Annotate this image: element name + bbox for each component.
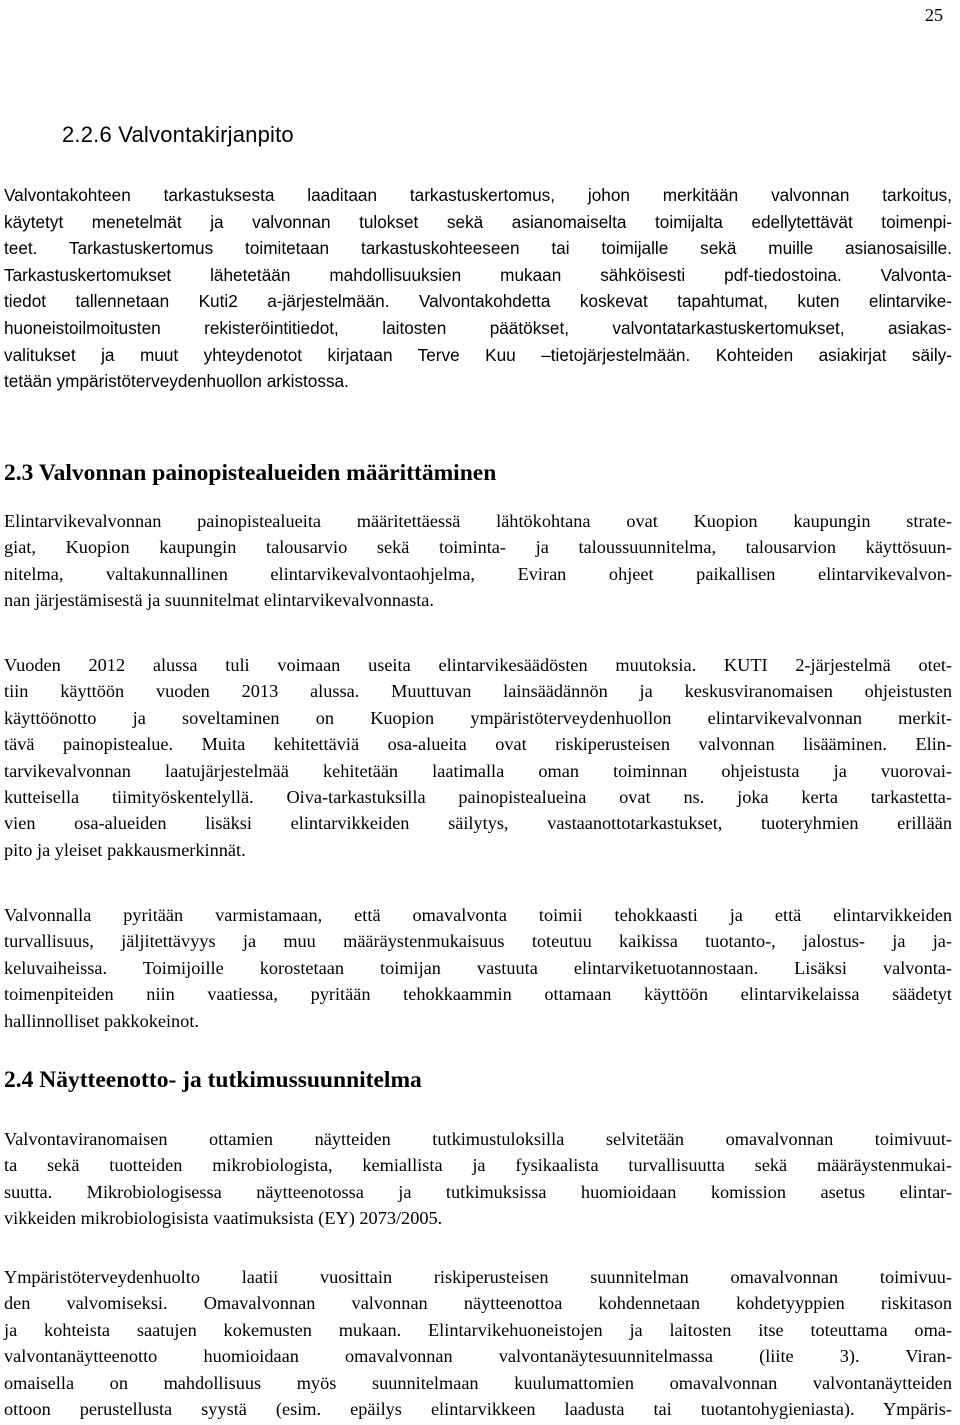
section-24-paragraph-1 — [4, 1126, 952, 1232]
text-line: Valvontakohteen tarkastuksesta laaditaan tarkastuskertomus, johon merkitään valvonnan tarkoitus, — [4, 185, 952, 205]
text-line: teet. Tarkastuskertomus toimitetaan tarkastuskohteeseen tai toimijalle sekä muille asianosaisille. — [4, 238, 952, 259]
text-line: giat, Kuopion kaupungin talousarvio sekä toiminta- ja taloussuunnitelma, talousarvion käyttösuun- — [4, 537, 952, 558]
text-line: turvallisuus, jäljitettävyys ja muu määräystenmukaisuus toteutuu kaikissa tuotanto-, jalostus- ja ja- — [4, 931, 952, 952]
section-24-heading: 2.4 Näytteenotto- ja tutkimussuunnitelma — [4, 1067, 422, 1093]
text-line: nan järjestämisestä ja suunnitelmat elintarvikevalvonnasta. — [4, 590, 434, 611]
text-line: tarvikevalvonnan laatujärjestelmää kehitetään laatimalla oman toiminnan ohjeistusta ja vuorovai- — [4, 760, 952, 781]
text-line: vien osa-alueiden lisäksi elintarvikkeiden säilytys, vastaanottotarkastukset, tuoteryhmien erillään — [4, 813, 952, 834]
text-line: tetään ympäristöterveydenhuollon arkistossa. — [4, 371, 349, 392]
section-226-paragraph — [4, 182, 952, 395]
section-23-paragraph-2 — [4, 652, 952, 863]
text-line: valitukset ja muut yhteydenotot kirjataan Terve Kuu –tietojärjestelmään. Kohteiden asiakirjat säily- — [4, 344, 952, 365]
page-number: 25 — [925, 5, 943, 25]
text-line: tävä painopistealue. Muita kehitettäviä osa-alueita ovat riskiperusteisen valvonnan lisääminen. Elin- — [4, 734, 952, 755]
text-line: ja kohteista saatujen kokemusten mukaan. Elintarvikehuoneistojen ja laitosten itse toteuttama oma- — [4, 1319, 952, 1340]
text-line: omaisella on mahdollisuus myös suunnitelmaan kuulumattomien omavalvonnan valvontanäytteiden — [4, 1372, 952, 1393]
section-23-heading: 2.3 Valvonnan painopistealueiden määrittäminen — [4, 460, 497, 486]
text-line: nitelma, valtakunnallinen elintarvikevalvontaohjelma, Eviran ohjeet paikallisen elintarvikevalvon- — [4, 563, 952, 584]
section-23-paragraph-1 — [4, 508, 952, 614]
text-line: pito ja yleiset pakkausmerkinnät. — [4, 839, 246, 860]
text-line: hallinnolliset pakkokeinot. — [4, 1010, 199, 1031]
text-line: ottoon perustellusta syystä (esim. epäilys elintarvikkeen laadusta tai tuotantohygieniasta). Ympäris- — [4, 1399, 952, 1420]
text-line: vikkeiden mikrobiologisista vaatimuksista (EY) 2073/2005. — [4, 1208, 443, 1229]
text-line: Valvonnalla pyritään varmistamaan, että omavalvonta toimii tehokkaasti ja että elintarvikkeiden — [4, 905, 952, 925]
text-line: Ympäristöterveydenhuolto laatii vuosittain riskiperusteisen suunnitelman omavalvonnan toimivuu- — [4, 1267, 952, 1287]
text-line: valvontanäytteenotto huomioidaan omavalvonnan valvontanäytesuunnitelmassa (liite 3). Viran- — [4, 1346, 952, 1367]
text-line: Vuoden 2012 alussa tuli voimaan useita elintarvikesäädösten muutoksia. KUTI 2-järjestelmä otet- — [4, 655, 952, 675]
text-line: huoneistoilmoitusten rekisteröintitiedot, laitosten päätökset, valvontatarkastuskertomukset, asiakas- — [4, 317, 952, 338]
text-line: toimenpiteiden niin vaatiessa, pyritään tehokkaammin ottamaan käyttöön elintarvikelaissa säädetyt — [4, 984, 952, 1005]
section-226-heading: 2.2.6 Valvontakirjanpito — [62, 122, 294, 147]
text-line: käytetyt menetelmät ja valvonnan tulokset sekä asianomaiselta toimijalta edellytettävät toimenpi- — [4, 211, 952, 232]
text-line: kutteisella tiimityöskentelyllä. Oiva-tarkastuksilla painopistealueina ovat ns. joka kerta tarkastetta- — [4, 787, 952, 808]
section-23-paragraph-3 — [4, 902, 952, 1034]
section-24-paragraph-2 — [4, 1264, 952, 1422]
text-line: ta sekä tuotteiden mikrobiologista, kemiallista ja fysikaalista turvallisuutta sekä määräystenmukai- — [4, 1155, 952, 1176]
text-line: käyttöönotto ja soveltaminen on Kuopion ympäristöterveydenhuollon elintarvikevalvonnan merkit- — [4, 707, 952, 728]
text-line: Tarkastuskertomukset lähetetään mahdollisuuksien mukaan sähköisesti pdf-tiedostoina. Valvonta- — [4, 264, 952, 285]
text-line: Elintarvikevalvonnan painopistealueita määritettäessä lähtökohtana ovat Kuopion kaupungin strate- — [4, 511, 952, 531]
text-line: den valvomiseksi. Omavalvonnan valvonnan näytteenottoa kohdennetaan kohdetyyppien riskitason — [4, 1293, 952, 1314]
text-line: keluvaiheissa. Toimijoille korostetaan toimijan vastuuta elintarviketuotannostaan. Lisäksi valvonta- — [4, 957, 952, 978]
text-line: tiin käyttöön vuoden 2013 alussa. Muuttuvan lainsäädännön ja keskusviranomaisen ohjeistusten — [4, 681, 952, 702]
text-line: Valvontaviranomaisen ottamien näytteiden tutkimustuloksilla selvitetään omavalvonnan toimivuut- — [4, 1129, 952, 1149]
text-line: suutta. Mikrobiologisessa näytteenotossa ja tutkimuksissa huomioidaan komission asetus elintar- — [4, 1181, 952, 1202]
text-line: tiedot tallennetaan Kuti2 a-järjestelmään. Valvontakohdetta koskevat tapahtumat, kuten elintarvike- — [4, 291, 952, 312]
